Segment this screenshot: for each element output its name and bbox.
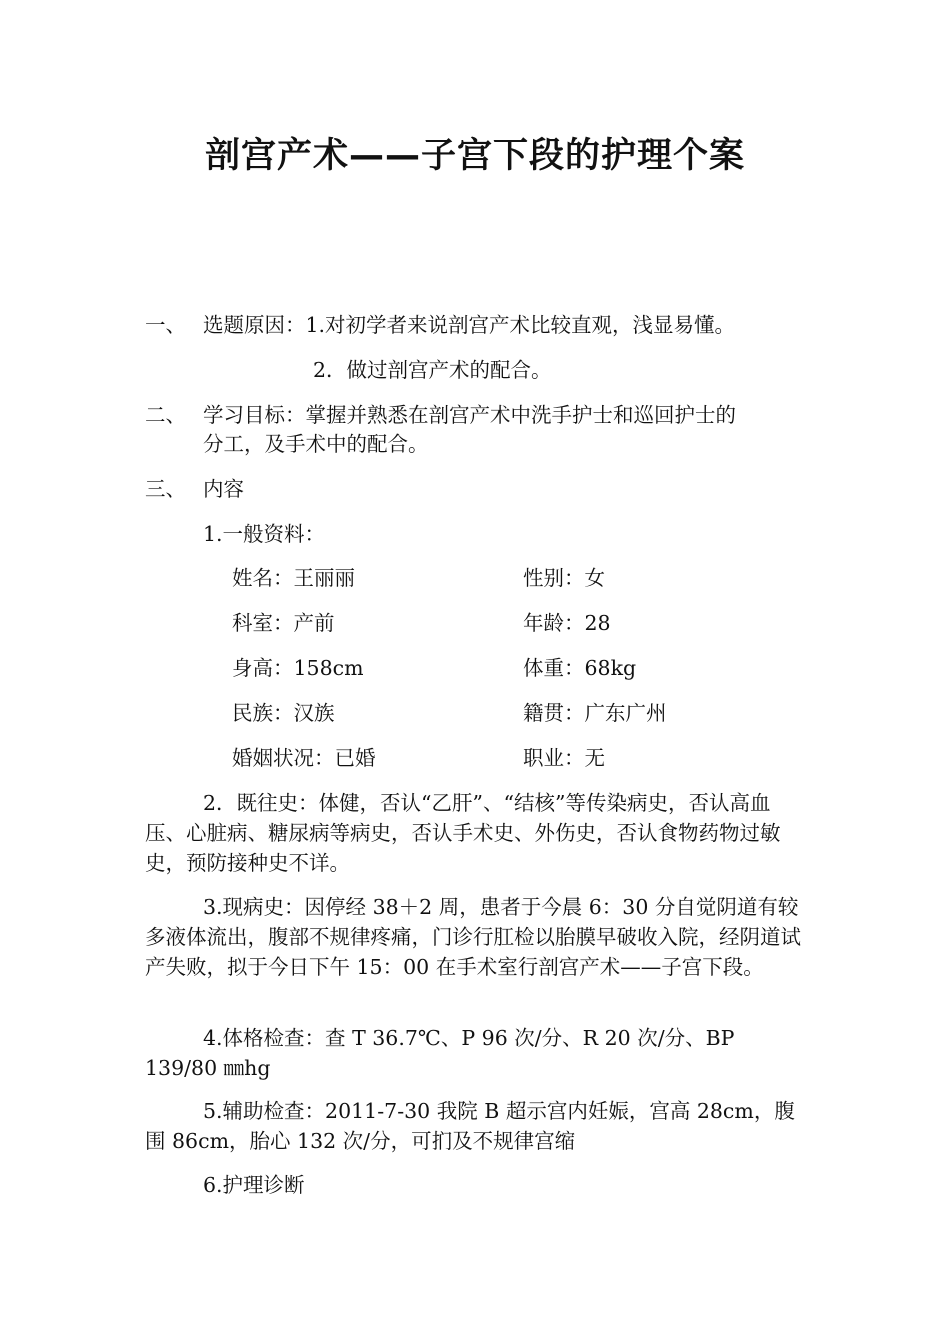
auxiliary-exam-paragraph: [145, 1096, 810, 1156]
section-marker-1: 一、: [145, 313, 186, 337]
auxiliary-exam-text: 5.辅助检查：2011-7-30 我院 B 超示宫内妊娠，宫高 28cm，腹围 86cm，胎心 132 次/分，可扪及不规律宫缩: [145, 1099, 795, 1153]
content-heading: 内容: [203, 477, 244, 501]
document-title: 剖宫产术——子宫下段的护理个案: [204, 136, 745, 176]
present-illness-text: 3.现病史：因停经 38＋2 周，患者于今晨 6：30 分自觉阴道有较多液体流出，腹部不规律疼痛，门诊行肛检以胎膜早破收入院，经阴道试产失败，拟于今日下午 15：00 在手术室行剖宫产术——子宫下段。: [145, 895, 801, 979]
info-height: 身高：158cm: [232, 656, 364, 680]
info-hometown: 籍贯：广东广州: [523, 701, 667, 725]
info-ethnicity: 民族：汉族: [232, 701, 335, 725]
info-department: 科室：产前: [232, 611, 335, 635]
physical-exam-text: 4.体格检查：查 T 36.7℃、P 96 次/分、R 20 次/分、BP 139/80 ㎜hg: [145, 1026, 735, 1080]
physical-exam-paragraph: [145, 1023, 810, 1083]
past-history-paragraph: [145, 788, 810, 878]
info-marital-status: 婚姻状况：已婚: [232, 746, 376, 770]
present-illness-paragraph: [145, 892, 810, 982]
info-occupation: 职业：无: [523, 746, 605, 770]
info-name: 姓名：王丽丽: [232, 566, 355, 590]
topic-reason-line-1: 选题原因：1.对初学者来说剖宫产术比较直观，浅显易懂。: [203, 313, 736, 337]
nursing-diagnosis-heading: [145, 1170, 810, 1200]
info-weight: 体重：68kg: [523, 656, 637, 680]
learning-goal-line-2: 分工，及手术中的配合。: [203, 432, 429, 456]
section-marker-3: 三、: [145, 477, 186, 501]
learning-goal-line-1: 学习目标：掌握并熟悉在剖宫产术中洗手护士和巡回护士的: [203, 403, 736, 427]
section-marker-2: 二、: [145, 403, 186, 427]
info-gender: 性别：女: [523, 566, 605, 590]
topic-reason-line-2: 2．做过剖宫产术的配合。: [313, 358, 552, 382]
info-age: 年龄：28: [523, 611, 611, 635]
general-info-heading: 1.一般资料：: [203, 522, 326, 546]
past-history-text: 2．既往史：体健，否认“乙肝”、“结核”等传染病史，否认高血压、心脏病、糖尿病等病史，否认手术史、外伤史，否认食物药物过敏史，预防接种史不详。: [145, 791, 781, 875]
nursing-diagnosis-text: 6.护理诊断: [203, 1173, 305, 1197]
